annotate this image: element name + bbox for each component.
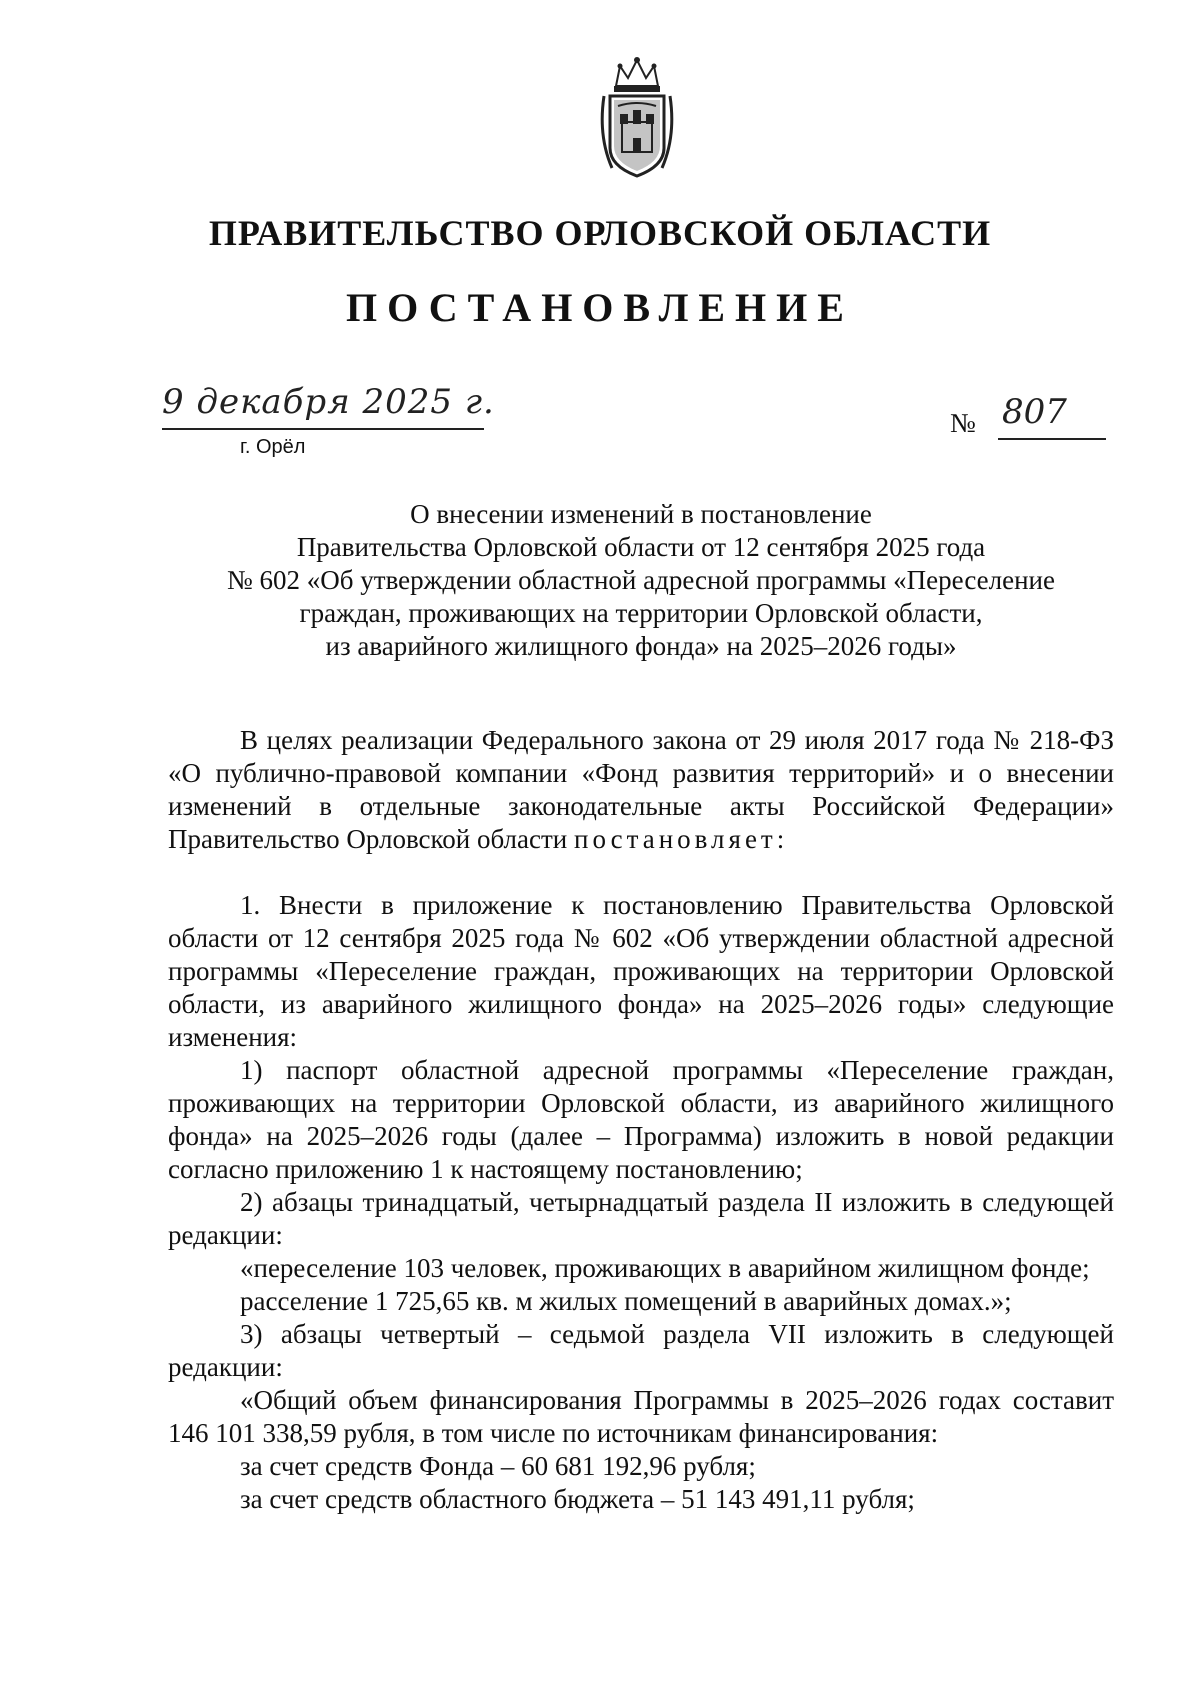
handwritten-number: 807	[1002, 392, 1067, 432]
preamble-paragraph	[168, 724, 1114, 856]
quote-paragraph: за счет средств областного бюджета – 51 143 491,11 рубля;	[240, 1484, 915, 1514]
subitem-1-paragraph: 1) паспорт областной адресной программы «Переселение граждан, проживающих на территории Орловской области, из аварийного жилищного фонда» на 2025–2026 годы (далее – Программа) изложить в новой редакции согласно приложению 1 к настоящему постановлению;	[168, 1055, 1114, 1184]
subitem-3-paragraph: 3) абзацы четвертый – седьмой раздела VII изложить в следующей редакции:	[168, 1319, 1114, 1382]
quote-paragraph: «Общий объем финансирования Программы в 2025–2026 годах составит 146 101 338,59 рубля, в том числе по источникам финансирования:	[168, 1385, 1114, 1448]
number-field	[950, 392, 1110, 440]
preamble-verb: постановляет:	[574, 824, 789, 854]
subject-line: Правительства Орловской области от 12 сентября 2025 года	[296, 532, 986, 562]
date-underline	[162, 428, 484, 430]
number-sign: №	[950, 408, 976, 438]
document-type-title: ПОСТАНОВЛЕНИЕ	[346, 285, 854, 330]
quote-paragraph: «переселение 103 человек, проживающих в аварийном жилищном фонде;	[240, 1253, 1090, 1283]
government-title: ПРАВИТЕЛЬСТВО ОРЛОВСКОЙ ОБЛАСТИ	[208, 213, 992, 253]
subject-line: № 602 «Об утверждении областной адресной программы «Переселение	[227, 565, 1055, 595]
coat-of-arms-icon	[596, 56, 678, 182]
subject-line: О внесении изменений в постановление	[410, 499, 872, 529]
quote-paragraph: за счет средств Фонда – 60 681 192,96 рубля;	[240, 1451, 756, 1481]
subject-line: граждан, проживающих на территории Орловской области,	[299, 598, 983, 628]
document-subject	[168, 498, 1114, 663]
date-field	[162, 382, 542, 432]
preamble-text: В целях реализации Федерального закона от 29 июля 2017 года № 218-ФЗ «О публично-правовой компании «Фонд развития территорий» и о внесении изменений в отдельные законодательные акты Российской Федерации» Правительство Орловской области	[168, 725, 1114, 854]
subject-line: из аварийного жилищного фонда» на 2025–2026 годы»	[325, 631, 957, 661]
city-label: г. Орёл	[240, 436, 306, 458]
quote-paragraph: расселение 1 725,65 кв. м жилых помещений в аварийных домах.»;	[240, 1286, 1012, 1316]
handwritten-date: 9 декабря 2025 г.	[162, 382, 495, 422]
subitem-2-paragraph: 2) абзацы тринадцатый, четырнадцатый раздела II изложить в следующей редакции:	[168, 1187, 1114, 1250]
document-body	[168, 724, 1114, 1516]
number-underline	[998, 438, 1106, 440]
item-1-paragraph: 1. Внести в приложение к постановлению Правительства Орловской области от 12 сентября 2025 года № 602 «Об утверждении областной адресной программы «Переселение граждан, проживающих на территории Орловской области, из аварийного жилищного фонда» на 2025–2026 годы» следующие изменения:	[168, 890, 1114, 1052]
